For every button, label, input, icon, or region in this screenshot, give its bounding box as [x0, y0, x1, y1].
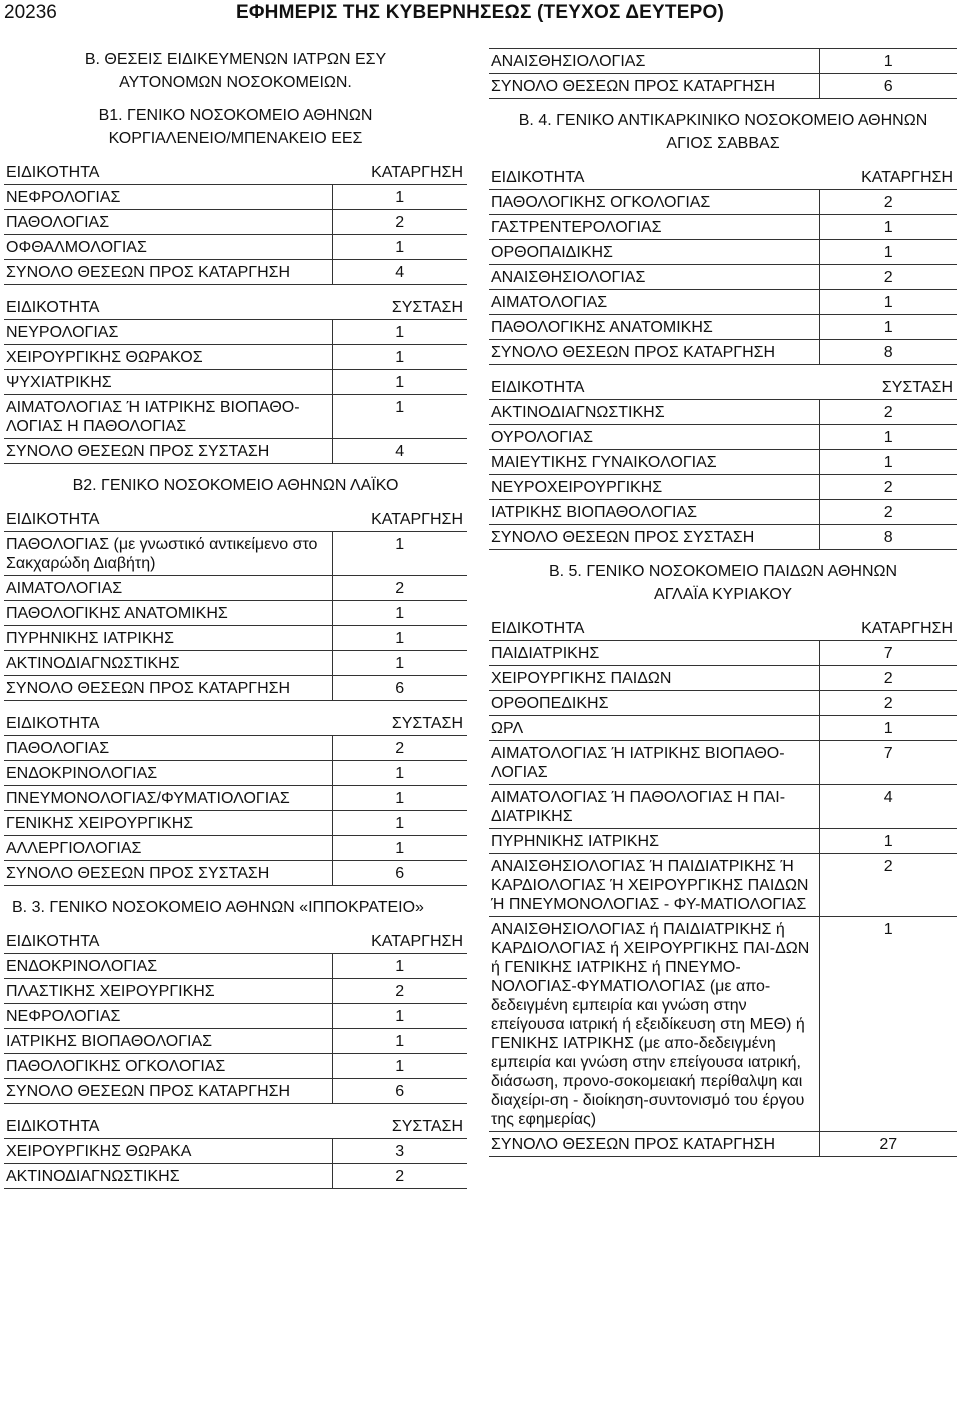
positions-count-cell: 1	[332, 786, 467, 811]
action-column-header: ΚΑΤΑΡΓΗΣΗ	[371, 511, 463, 528]
section-heading-line: ΚΟΡΓΙΑΛΕΝΕΙΟ/ΜΠΕΝΑΚΕΙΟ ΕΕΣ	[108, 130, 363, 147]
positions-count-cell: 1	[332, 811, 467, 836]
specialty-cell: ΠΥΡΗΝΙΚΗΣ ΙΑΤΡΙΚΗΣ	[489, 829, 819, 854]
specialty-cell: ΓΕΝΙΚΗΣ ΧΕΙΡΟΥΡΓΙΚΗΣ	[4, 811, 332, 836]
specialty-cell: ΣΥΝΟΛΟ ΘΕΣΕΩΝ ΠΡΟΣ ΣΥΣΤΑΣΗ	[4, 861, 332, 886]
table-row	[489, 240, 957, 265]
positions-table	[4, 160, 467, 285]
table-header-row	[4, 160, 467, 185]
specialty-cell: ΠΑΘΟΛΟΓΙΚΗΣ ΑΝΑΤΟΜΙΚΗΣ	[489, 315, 819, 340]
table-row	[489, 74, 957, 99]
specialty-cell: ΠΑΘΟΛΟΓΙΑΣ	[4, 736, 332, 761]
specialty-cell: ΠΑΘΟΛΟΓΙΚΗΣ ΑΝΑΤΟΜΙΚΗΣ	[4, 601, 332, 626]
specialty-cell: ΣΥΝΟΛΟ ΘΕΣΕΩΝ ΠΡΟΣ ΚΑΤΑΡΓΗΣΗ	[489, 74, 819, 99]
positions-count-cell: 1	[819, 829, 957, 854]
specialty-column-header: ΕΙΔΙΚΟΤΗΤΑ	[491, 169, 585, 186]
specialty-column-header: ΕΙΔΙΚΟΤΗΤΑ	[6, 164, 100, 181]
table-row	[4, 811, 467, 836]
positions-count-cell: 1	[332, 626, 467, 651]
positions-count-cell: 2	[819, 475, 957, 500]
specialty-cell: ΙΑΤΡΙΚΗΣ ΒΙΟΠΑΘΟΛΟΓΙΑΣ	[489, 500, 819, 525]
table-row	[4, 954, 467, 979]
specialty-column-header: ΕΙΔΙΚΟΤΗΤΑ	[6, 715, 100, 732]
specialty-column-header: ΕΙΔΙΚΟΤΗΤΑ	[6, 1118, 100, 1135]
table-row	[489, 666, 957, 691]
table-row	[489, 500, 957, 525]
action-column-header: ΣΥΣΤΑΣΗ	[391, 715, 463, 732]
specialty-cell: ΑΙΜΑΤΟΛΟΓΙΑΣ Ή ΠΑΘΟΛΟΓΙΑΣ Η ΠΑΙ-ΔΙΑΤΡΙΚΗΣ	[489, 785, 819, 829]
specialty-cell: ΙΑΤΡΙΚΗΣ ΒΙΟΠΑΘΟΛΟΓΙΑΣ	[4, 1029, 332, 1054]
positions-count-cell: 1	[819, 290, 957, 315]
positions-count-cell: 2	[819, 691, 957, 716]
table-row	[489, 741, 957, 785]
table-row	[489, 716, 957, 741]
positions-count-cell: 1	[332, 1054, 467, 1079]
table-row	[489, 340, 957, 365]
action-column-header: ΣΥΣΤΑΣΗ	[391, 299, 463, 316]
action-column-header: ΚΑΤΑΡΓΗΣΗ	[861, 620, 953, 637]
specialty-cell: ΑΝΑΙΣΘΗΣΙΟΛΟΓΙΑΣ	[489, 265, 819, 290]
table-row	[489, 425, 957, 450]
positions-count-cell: 2	[819, 265, 957, 290]
positions-count-cell: 3	[332, 1139, 467, 1164]
table-row	[489, 1132, 957, 1157]
specialty-cell: ΑΚΤΙΝΟΔΙΑΓΝΩΣΤΙΚΗΣ	[489, 400, 819, 425]
positions-count-cell: 7	[819, 741, 957, 785]
table-row	[4, 1164, 467, 1189]
specialty-cell: ΝΕΦΡΟΛΟΓΙΑΣ	[4, 185, 332, 210]
table-row	[4, 1004, 467, 1029]
positions-table	[489, 616, 957, 1157]
table-row	[4, 1079, 467, 1104]
positions-count-cell: 1	[332, 235, 467, 260]
specialty-cell: ΠΝΕΥΜΟΝΟΛΟΓΙΑΣ/ΦΥΜΑΤΙΟΛΟΓΙΑΣ	[4, 786, 332, 811]
positions-count-cell: 1	[332, 651, 467, 676]
table-row	[4, 1029, 467, 1054]
positions-count-cell: 1	[332, 345, 467, 370]
section-heading-line: ΑΓΙΟΣ ΣΑΒΒΑΣ	[666, 135, 780, 152]
positions-count-cell: 2	[332, 576, 467, 601]
positions-count-cell: 1	[332, 1029, 467, 1054]
table-row	[4, 626, 467, 651]
table-row	[489, 290, 957, 315]
specialty-cell: ΠΑΘΟΛΟΓΙΚΗΣ ΟΓΚΟΛΟΓΙΑΣ	[4, 1054, 332, 1079]
specialty-cell: ΑΙΜΑΤΟΛΟΓΙΑΣ Ή ΙΑΤΡΙΚΗΣ ΒΙΟΠΑΘΟ-ΛΟΓΙΑΣ	[489, 741, 819, 785]
positions-count-cell: 7	[819, 641, 957, 666]
specialty-cell: ΣΥΝΟΛΟ ΘΕΣΕΩΝ ΠΡΟΣ ΚΑΤΑΡΓΗΣΗ	[4, 676, 332, 701]
positions-count-cell: 2	[819, 400, 957, 425]
table-row	[4, 345, 467, 370]
specialty-column-header: ΕΙΔΙΚΟΤΗΤΑ	[491, 379, 585, 396]
positions-count-cell: 1	[332, 395, 467, 439]
positions-count-cell: 2	[332, 736, 467, 761]
positions-count-cell: 1	[819, 315, 957, 340]
specialty-cell: ΨΥΧΙΑΤΡΙΚΗΣ	[4, 370, 332, 395]
section-heading-line: Β1. ΓΕΝΙΚΟ ΝΟΣΟΚΟΜΕΙΟ ΑΘΗΝΩΝ	[98, 107, 373, 124]
specialty-cell: ΣΥΝΟΛΟ ΘΕΣΕΩΝ ΠΡΟΣ ΣΥΣΤΑΣΗ	[489, 525, 819, 550]
positions-count-cell: 4	[819, 785, 957, 829]
table-row	[4, 786, 467, 811]
positions-count-cell: 8	[819, 525, 957, 550]
table-row	[489, 641, 957, 666]
page-header	[0, 0, 960, 30]
table-header-row	[489, 616, 957, 641]
section-heading	[4, 474, 467, 497]
table-row	[4, 576, 467, 601]
table-row	[489, 854, 957, 917]
positions-count-cell: 4	[332, 260, 467, 285]
specialty-cell: ΟΡΘΟΠΕΔΙΚΗΣ	[489, 691, 819, 716]
specialty-cell: ΟΥΡΟΛΟΓΙΑΣ	[489, 425, 819, 450]
table-row	[4, 439, 467, 464]
positions-count-cell: 1	[332, 601, 467, 626]
table-row	[4, 1054, 467, 1079]
specialty-cell: ΧΕΙΡΟΥΡΓΙΚΗΣ ΘΩΡΑΚΑ	[4, 1139, 332, 1164]
table-row	[4, 370, 467, 395]
positions-table	[4, 507, 467, 701]
section-heading	[489, 109, 957, 155]
table-row	[489, 450, 957, 475]
specialty-cell: ΠΛΑΣΤΙΚΗΣ ΧΕΙΡΟΥΡΓΙΚΗΣ	[4, 979, 332, 1004]
specialty-cell: ΠΥΡΗΝΙΚΗΣ ΙΑΤΡΙΚΗΣ	[4, 626, 332, 651]
positions-count-cell: 2	[819, 190, 957, 215]
section-heading-line: Β. 4. ΓΕΝΙΚΟ ΑΝΤΙΚΑΡΚΙΝΙΚΟ ΝΟΣΟΚΟΜΕΙΟ ΑΘΗΝΩΝ	[518, 112, 928, 129]
specialty-cell: ΑΝΑΙΣΘΗΣΙΟΛΟΓΙΑΣ ή ΠΑΙΔΙΑΤΡΙΚΗΣ ή ΚΑΡΔΙΟΛΟΓΙΑΣ ή ΧΕΙΡΟΥΡΓΙΚΗΣ ΠΑΙ-ΔΩΝ ή ΓΕΝΙΚΗΣ ΙΑΤΡΙΚΗΣ ή ΠΝΕΥΜΟ-ΝΟΛΟΓΙΑΣ-ΦΥΜΑΤΙΟΛΟΓΙΑΣ (με απο-δεδειγμένη εμπειρία και γνώση στην επείγουσα ιατρική ή εξειδίκευση στη ΜΕΘ) ή ΓΕΝΙΚΗΣ ΙΑΤΡΙΚΗΣ (με απο-δεδειγμένη εμπειρία και γνώση στην επείγουσα ιατρική, διάσωση, προνο-σοκομειακή περίθαλψη και διαχείρι-ση - διοίκηση-συντονισμό του έργου της εφημερίας)	[489, 917, 819, 1132]
table-row	[4, 736, 467, 761]
specialty-column-header: ΕΙΔΙΚΟΤΗΤΑ	[491, 620, 585, 637]
section-heading-line: Β. 3. ΓΕΝΙΚΟ ΝΟΣΟΚΟΜΕΙΟ ΑΘΗΝΩΝ «ΙΠΠΟΚΡΑΤΕΙΟ»	[12, 899, 424, 916]
positions-count-cell: 27	[819, 1132, 957, 1157]
section-heading-line: ΑΥΤΟΝΟΜΩΝ ΝΟΣΟΚΟΜΕΙΩΝ.	[119, 74, 352, 91]
table-row	[489, 190, 957, 215]
specialty-cell: ΕΝΔΟΚΡΙΝΟΛΟΓΙΑΣ	[4, 954, 332, 979]
table-row	[4, 979, 467, 1004]
positions-count-cell: 1	[332, 370, 467, 395]
specialty-cell: ΠΑΙΔΙΑΤΡΙΚΗΣ	[489, 641, 819, 666]
table-header-row	[4, 929, 467, 954]
table-row	[489, 49, 957, 74]
table-row	[489, 475, 957, 500]
specialty-cell: ΣΥΝΟΛΟ ΘΕΣΕΩΝ ΠΡΟΣ ΣΥΣΤΑΣΗ	[4, 439, 332, 464]
table-row	[4, 185, 467, 210]
positions-count-cell: 2	[819, 666, 957, 691]
table-row	[4, 395, 467, 439]
specialty-cell: ΣΥΝΟΛΟ ΘΕΣΕΩΝ ΠΡΟΣ ΚΑΤΑΡΓΗΣΗ	[4, 260, 332, 285]
positions-count-cell: 1	[819, 240, 957, 265]
specialty-cell: ΑΙΜΑΤΟΛΟΓΙΑΣ	[4, 576, 332, 601]
positions-count-cell: 1	[332, 320, 467, 345]
specialty-cell: ΠΑΘΟΛΟΓΙΑΣ	[4, 210, 332, 235]
positions-count-cell: 1	[819, 425, 957, 450]
positions-count-cell: 1	[332, 954, 467, 979]
table-row	[4, 1139, 467, 1164]
table-row	[4, 761, 467, 786]
positions-count-cell: 2	[332, 1164, 467, 1189]
specialty-cell: ΟΡΘΟΠΑΙΔΙΚΗΣ	[489, 240, 819, 265]
positions-count-cell: 2	[819, 854, 957, 917]
positions-count-cell: 2	[332, 210, 467, 235]
specialty-cell: ΑΛΛΕΡΓΙΟΛΟΓΙΑΣ	[4, 836, 332, 861]
specialty-cell: ΣΥΝΟΛΟ ΘΕΣΕΩΝ ΠΡΟΣ ΚΑΤΑΡΓΗΣΗ	[489, 340, 819, 365]
section-heading	[4, 104, 467, 150]
right-column	[489, 48, 957, 1167]
positions-count-cell: 1	[819, 917, 957, 1132]
specialty-column-header: ΕΙΔΙΚΟΤΗΤΑ	[6, 933, 100, 950]
section-heading	[4, 896, 467, 919]
action-column-header: ΣΥΣΤΑΣΗ	[391, 1118, 463, 1135]
section-heading	[4, 48, 467, 94]
positions-count-cell: 1	[819, 215, 957, 240]
positions-table	[4, 295, 467, 464]
action-column-header: ΚΑΤΑΡΓΗΣΗ	[371, 164, 463, 181]
table-row	[4, 861, 467, 886]
specialty-cell: ΣΥΝΟΛΟ ΘΕΣΕΩΝ ΠΡΟΣ ΚΑΤΑΡΓΗΣΗ	[489, 1132, 819, 1157]
positions-count-cell: 1	[332, 185, 467, 210]
table-row	[4, 260, 467, 285]
table-header-row	[4, 711, 467, 736]
specialty-cell: ΓΑΣΤΡΕΝΤΕΡΟΛΟΓΙΑΣ	[489, 215, 819, 240]
table-row	[489, 917, 957, 1132]
action-column-header: ΚΑΤΑΡΓΗΣΗ	[371, 933, 463, 950]
positions-table	[4, 929, 467, 1104]
positions-count-cell: 1	[819, 450, 957, 475]
positions-table	[489, 48, 957, 99]
section-heading-line: Β. ΘΕΣΕΙΣ ΕΙΔΙΚΕΥΜΕΝΩΝ ΙΑΤΡΩΝ ΕΣΥ	[84, 51, 387, 68]
specialty-cell: ΠΑΘΟΛΟΓΙΚΗΣ ΟΓΚΟΛΟΓΙΑΣ	[489, 190, 819, 215]
positions-count-cell: 2	[332, 979, 467, 1004]
table-row	[489, 400, 957, 425]
table-header-row	[4, 1114, 467, 1139]
section-heading-line: Β. 5. ΓΕΝΙΚΟ ΝΟΣΟΚΟΜΕΙΟ ΠΑΙΔΩΝ ΑΘΗΝΩΝ	[548, 563, 898, 580]
table-row	[4, 651, 467, 676]
positions-count-cell: 1	[332, 532, 467, 576]
specialty-cell: ΧΕΙΡΟΥΡΓΙΚΗΣ ΠΑΙΔΩΝ	[489, 666, 819, 691]
table-row	[4, 320, 467, 345]
positions-count-cell: 6	[332, 1079, 467, 1104]
section-heading-line: ΑΓΛΑΪΑ ΚΥΡΙΑΚΟΥ	[654, 586, 792, 603]
positions-count-cell: 8	[819, 340, 957, 365]
table-row	[4, 235, 467, 260]
specialty-cell: ΑΙΜΑΤΟΛΟΓΙΑΣ Ή ΙΑΤΡΙΚΗΣ ΒΙΟΠΑΘΟ-ΛΟΓΙΑΣ Η ΠΑΘΟΛΟΓΙΑΣ	[4, 395, 332, 439]
specialty-cell: ΠΑΘΟΛΟΓΙΑΣ (με γνωστικό αντικείμενο στο Σακχαρώδη Διαβήτη)	[4, 532, 332, 576]
specialty-cell: ΑΝΑΙΣΘΗΣΙΟΛΟΓΙΑΣ Ή ΠΑΙΔΙΑΤΡΙΚΗΣ Ή ΚΑΡΔΙΟΛΟΓΙΑΣ Ή ΧΕΙΡΟΥΡΓΙΚΗΣ ΠΑΙΔΩΝ Ή ΠΝΕΥΜΟΝΟΛΟΓΙΑΣ - ΦΥ-ΜΑΤΙΟΛΟΓΙΑΣ	[489, 854, 819, 917]
gazette-title: ΕΦΗΜΕΡΙΣ ΤΗΣ ΚΥΒΕΡΝΗΣΕΩΣ (ΤΕΥΧΟΣ ΔΕΥΤΕΡΟ)	[236, 2, 724, 23]
table-header-row	[489, 375, 957, 400]
positions-table	[489, 375, 957, 550]
positions-count-cell: 1	[332, 761, 467, 786]
positions-count-cell: 6	[819, 74, 957, 99]
positions-count-cell: 1	[819, 49, 957, 74]
specialty-cell: ΑΚΤΙΝΟΔΙΑΓΝΩΣΤΙΚΗΣ	[4, 1164, 332, 1189]
table-row	[489, 215, 957, 240]
specialty-cell: ΟΦΘΑΛΜΟΛΟΓΙΑΣ	[4, 235, 332, 260]
table-row	[489, 315, 957, 340]
positions-table	[4, 1114, 467, 1189]
specialty-cell: ΝΕΦΡΟΛΟΓΙΑΣ	[4, 1004, 332, 1029]
table-row	[489, 829, 957, 854]
section-heading-line: Β2. ΓΕΝΙΚΟ ΝΟΣΟΚΟΜΕΙΟ ΑΘΗΝΩΝ ΛΑΪΚΟ	[72, 477, 399, 494]
positions-count-cell: 1	[819, 716, 957, 741]
specialty-cell: ΑΙΜΑΤΟΛΟΓΙΑΣ	[489, 290, 819, 315]
specialty-cell: ΣΥΝΟΛΟ ΘΕΣΕΩΝ ΠΡΟΣ ΚΑΤΑΡΓΗΣΗ	[4, 1079, 332, 1104]
positions-table	[489, 165, 957, 365]
left-column	[4, 48, 467, 1199]
table-row	[489, 525, 957, 550]
positions-count-cell: 2	[819, 500, 957, 525]
specialty-cell: ΑΚΤΙΝΟΔΙΑΓΝΩΣΤΙΚΗΣ	[4, 651, 332, 676]
specialty-column-header: ΕΙΔΙΚΟΤΗΤΑ	[6, 299, 100, 316]
specialty-cell: ΝΕΥΡΟΛΟΓΙΑΣ	[4, 320, 332, 345]
action-column-header: ΣΥΣΤΑΣΗ	[881, 379, 953, 396]
action-column-header: ΚΑΤΑΡΓΗΣΗ	[861, 169, 953, 186]
specialty-cell: ΕΝΔΟΚΡΙΝΟΛΟΓΙΑΣ	[4, 761, 332, 786]
specialty-cell: ΧΕΙΡΟΥΡΓΙΚΗΣ ΘΩΡΑΚΟΣ	[4, 345, 332, 370]
table-header-row	[4, 507, 467, 532]
positions-count-cell: 1	[332, 836, 467, 861]
specialty-column-header: ΕΙΔΙΚΟΤΗΤΑ	[6, 511, 100, 528]
table-row	[489, 265, 957, 290]
positions-table	[4, 711, 467, 886]
positions-count-cell: 1	[332, 1004, 467, 1029]
positions-count-cell: 6	[332, 676, 467, 701]
table-row	[4, 836, 467, 861]
table-row	[4, 210, 467, 235]
table-row	[4, 532, 467, 576]
positions-count-cell: 4	[332, 439, 467, 464]
table-row	[489, 691, 957, 716]
specialty-cell: ΩΡΛ	[489, 716, 819, 741]
table-row	[4, 601, 467, 626]
section-heading	[489, 560, 957, 606]
specialty-cell: ΑΝΑΙΣΘΗΣΙΟΛΟΓΙΑΣ	[489, 49, 819, 74]
table-header-row	[4, 295, 467, 320]
table-header-row	[489, 165, 957, 190]
table-row	[4, 676, 467, 701]
specialty-cell: ΜΑΙΕΥΤΙΚΗΣ ΓΥΝΑΙΚΟΛΟΓΙΑΣ	[489, 450, 819, 475]
specialty-cell: ΝΕΥΡΟΧΕΙΡΟΥΡΓΙΚΗΣ	[489, 475, 819, 500]
table-row	[489, 785, 957, 829]
page-number: 20236	[4, 2, 57, 23]
positions-count-cell: 6	[332, 861, 467, 886]
